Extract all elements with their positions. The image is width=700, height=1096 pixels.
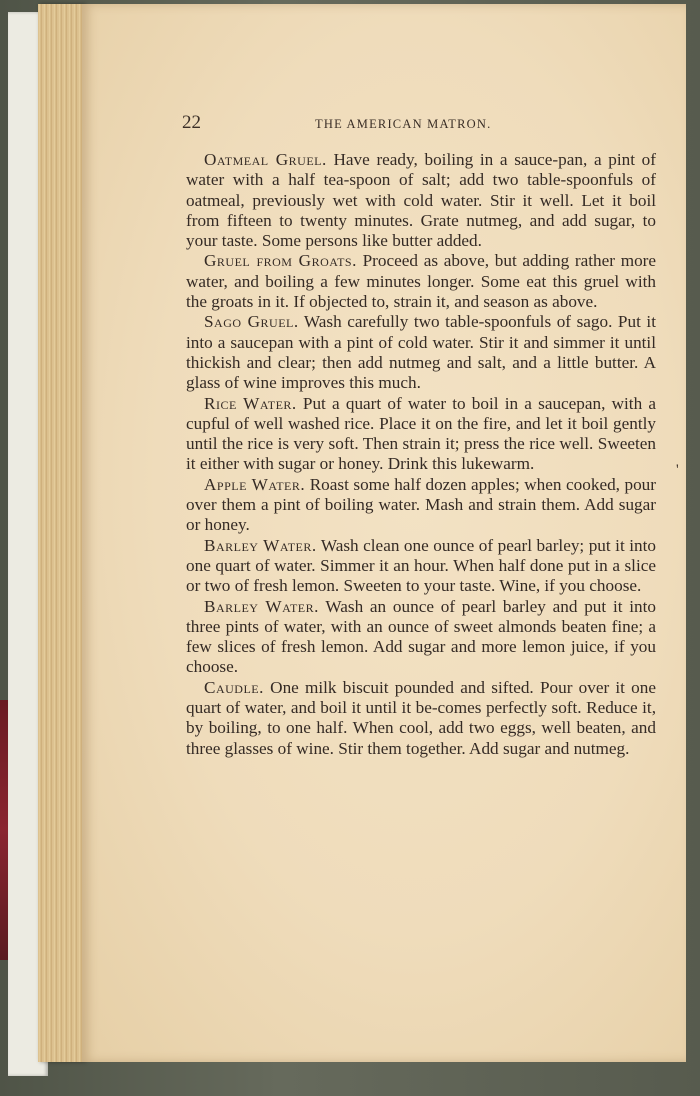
recipe-title: Barley Water. [204, 535, 317, 555]
recipe-text: Have ready, boiling in a sauce-pan, a pint of water with a half tea-spoon of salt; add two table-spoonfuls of oatmeal, previously wet with cold water. Stir it well. Let it boil from fifteen to twenty minutes. Grate nutmeg, and add sugar, to your taste. Some persons like butter added. [186, 150, 656, 251]
recipe-title: Rice Water. [204, 393, 297, 413]
recipe-paragraph [186, 251, 656, 312]
recipe-paragraph [186, 312, 656, 393]
recipe-title: Barley Water. [204, 596, 319, 616]
recipe-text: Proceed as above, but adding rather more water, and boiling a few minutes longer. Some eat this gruel with the groats in it. If objected to, strain it, and season as above. [186, 251, 657, 312]
recipe-paragraph [186, 678, 656, 759]
recipe-title: Gruel from Groats. [204, 251, 357, 271]
recipe-text: Wash clean one ounce of pearl barley; put it into one quart of water. Simmer it an hour. When half done put in a slice or two of fresh lemon. Sweeten to your taste. Wine, if you choose. [186, 535, 656, 596]
recipe-paragraph [186, 150, 656, 251]
recipe-text: One milk biscuit pounded and sifted. Pour over it one quart of water, and boil it until it be-comes perfectly soft. Reduce it, by boiling, to one half. When cool, add two eggs, well beaten, and three glasses of wine. Stir them together. Add sugar and nutmeg. [186, 677, 656, 758]
margin-mark: ' [676, 462, 679, 478]
recipe-title: Oatmeal Gruel. [204, 150, 327, 169]
recipe-text: Put a quart of water to boil in a saucepan, with a cupful of well washed rice. Place it on the fire, and let it boil gently until the rice is very soft. Then strain it; press the rice well. Sweeten it either with sugar or honey. Drink this lukewarm. [186, 393, 656, 474]
recipe-text: Roast some half dozen apples; when cooked, pour over them a pint of boiling water. Mash and strain them. Add sugar or honey. [186, 474, 656, 535]
recipe-title: Caudle. [204, 677, 264, 697]
page-edges [38, 4, 84, 1062]
recipe-title: Apple Water. [204, 474, 306, 494]
recipe-paragraph [186, 394, 656, 475]
running-head [182, 112, 658, 138]
recipe-title: Sago Gruel. [204, 312, 299, 332]
recipe-text: Wash carefully two table-spoonfuls of sago. Put it into a saucepan with a pint of cold water. Stir it and simmer it until thickish and clear; then add nutmeg and salt, and a little butter. A glass of wine improves this much. [186, 312, 656, 393]
recipe-paragraph [186, 597, 656, 678]
recipe-paragraph [186, 475, 656, 536]
running-title: THE AMERICAN MATRON. [315, 117, 492, 131]
recipe-paragraph [186, 536, 656, 597]
page-body [186, 150, 656, 759]
page-number: 22 [182, 112, 201, 133]
recipe-text: Wash an ounce of pearl barley and put it into three pints of water, with an ounce of sweet almonds beaten fine; a few slices of fresh lemon. Add sugar and more lemon juice, if you choose. [186, 596, 656, 677]
